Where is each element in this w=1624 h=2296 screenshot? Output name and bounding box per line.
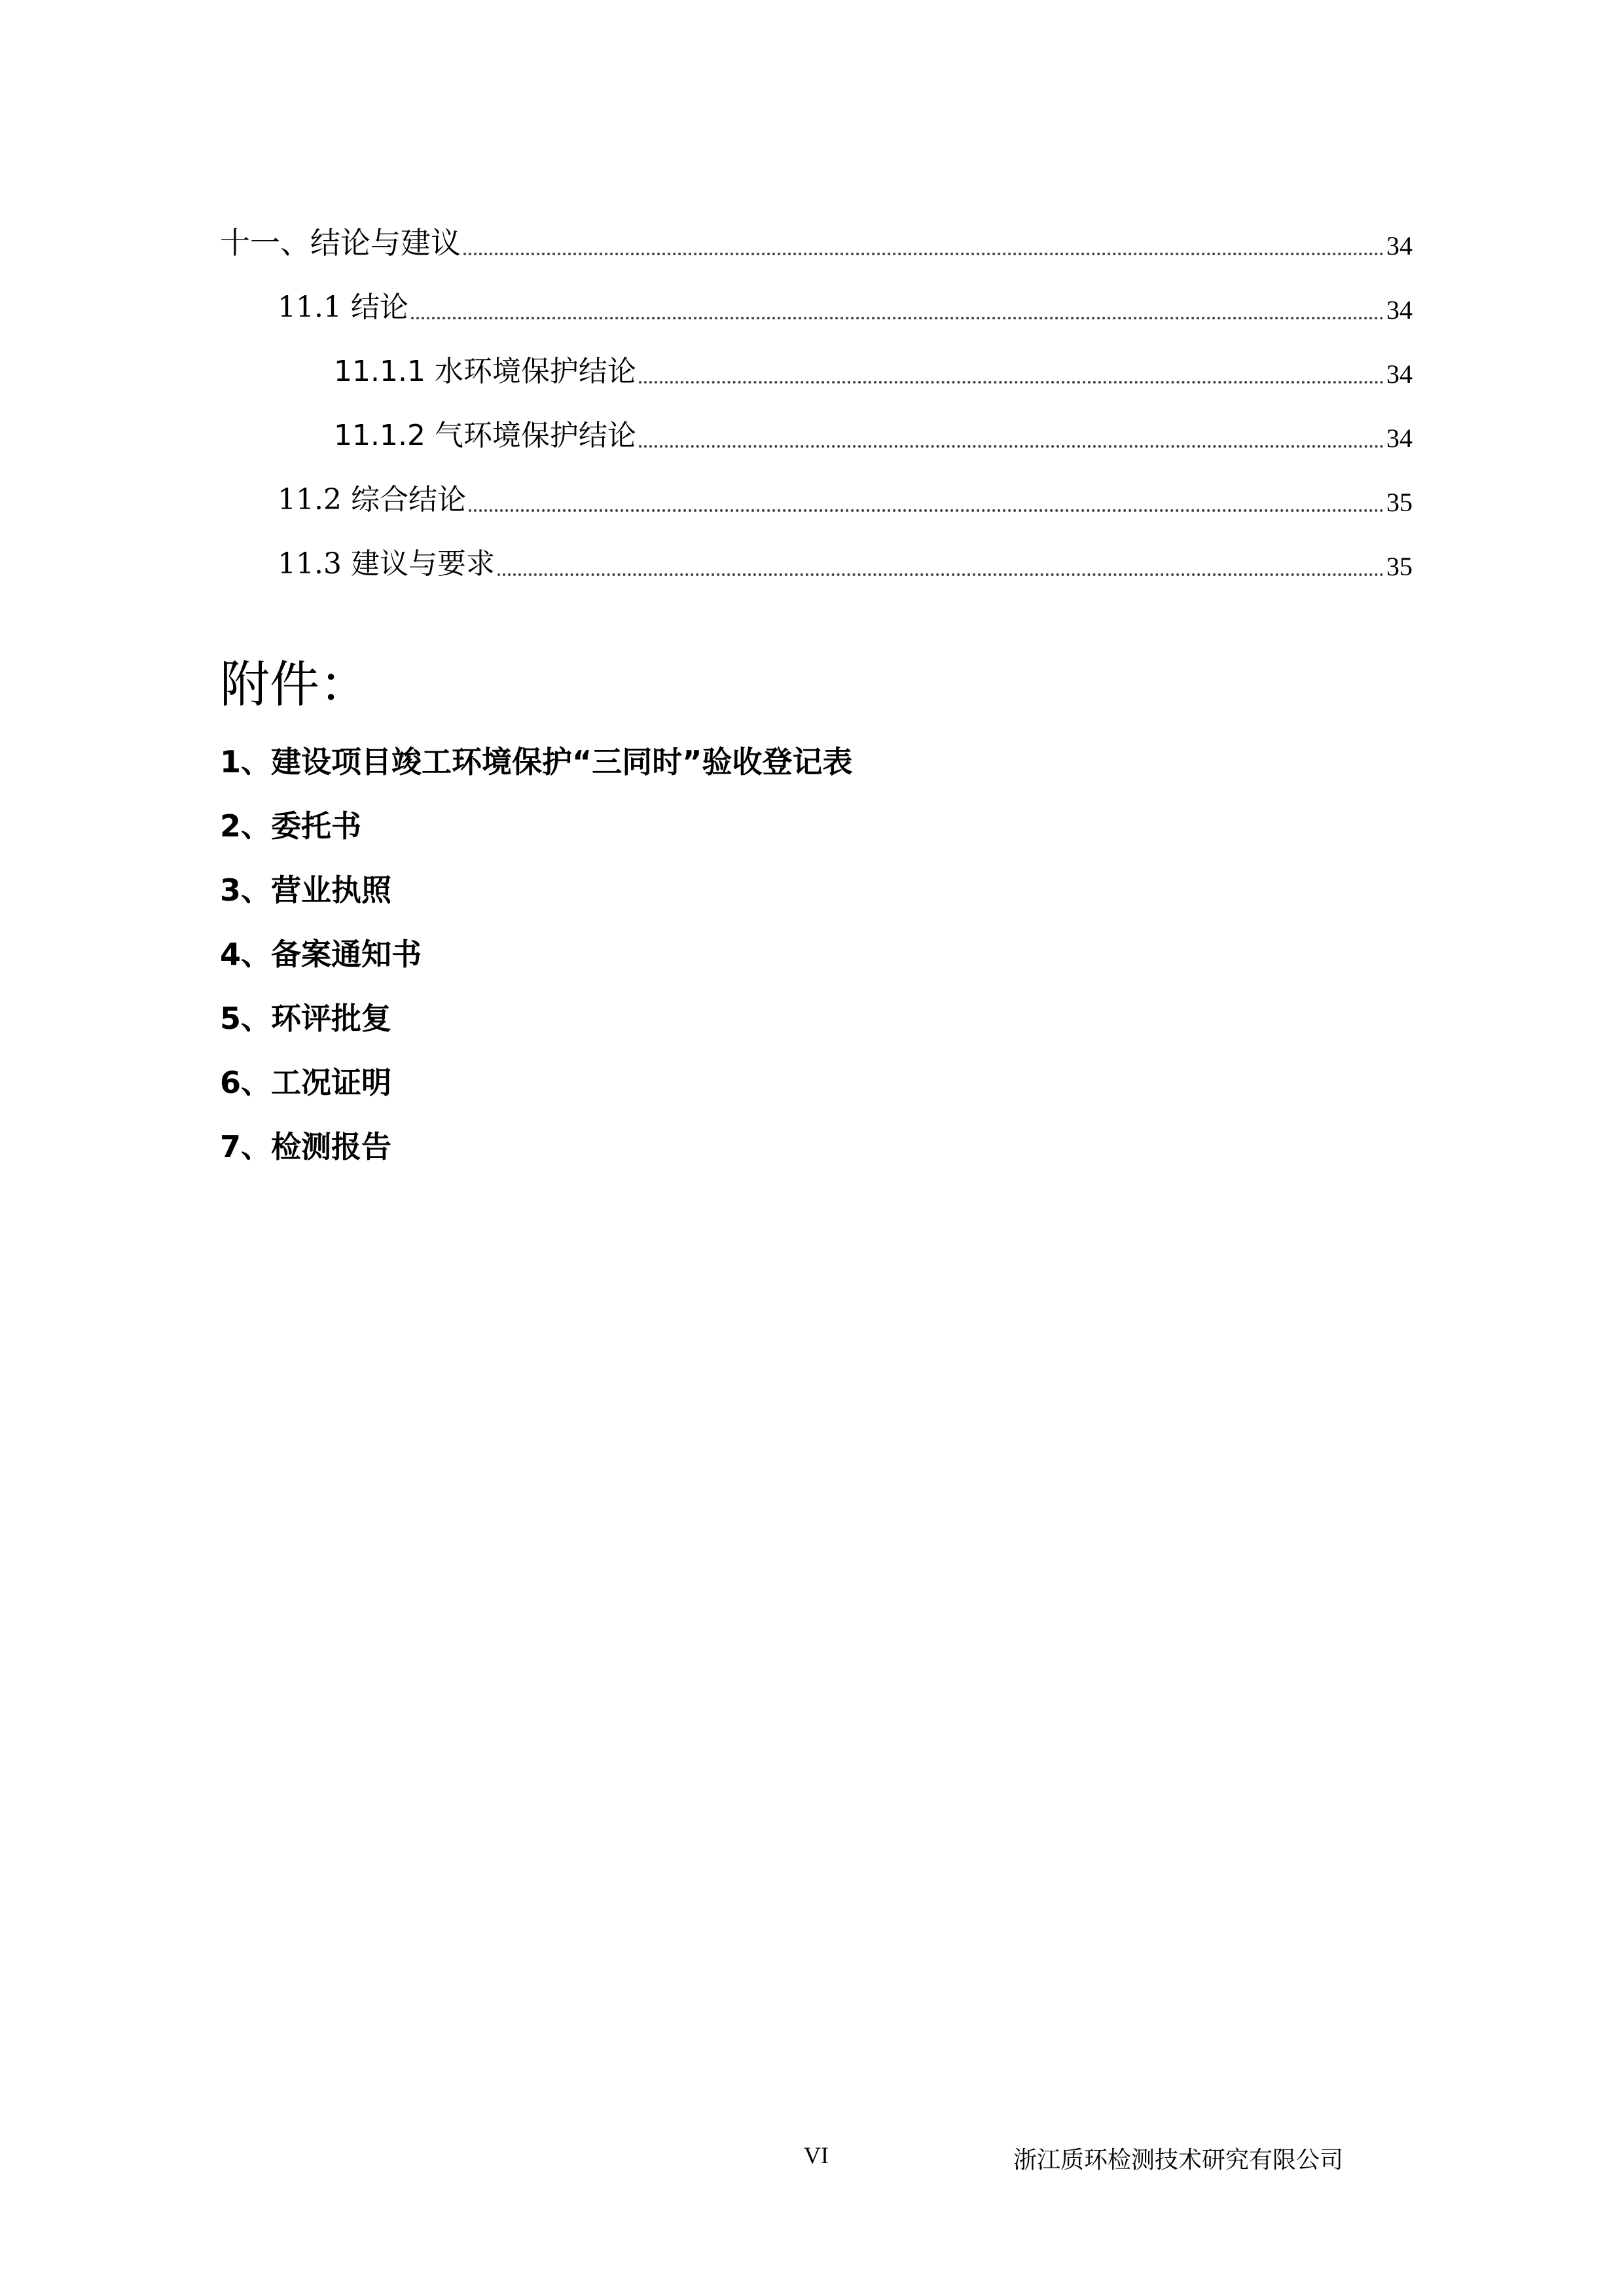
page-number: VI	[804, 2142, 829, 2168]
toc-entry-page: 34	[1386, 231, 1413, 260]
toc-entry-title: 11.1.1 水环境保护结论	[334, 355, 636, 388]
attachment-item: 6、工况证明	[220, 1065, 392, 1101]
attachment-item: 5、环评批复	[220, 1001, 392, 1037]
toc-entry[interactable]	[220, 325, 1413, 389]
toc-dot-leader	[639, 381, 1384, 384]
toc-entry[interactable]	[220, 517, 1413, 581]
toc-entry-page: 35	[1386, 552, 1413, 581]
toc-dot-leader	[469, 509, 1384, 512]
toc-dot-leader	[411, 317, 1384, 319]
toc-entry-page: 34	[1386, 359, 1413, 389]
attachment-item: 1、建设项目竣工环境保护“三同时”验收登记表	[220, 744, 853, 780]
toc-entry[interactable]	[220, 389, 1413, 453]
attachments-section	[220, 655, 852, 1179]
toc-dot-leader	[497, 573, 1384, 576]
toc-entry[interactable]	[220, 196, 1413, 260]
toc-dot-leader	[639, 445, 1384, 448]
toc-entry-page: 34	[1386, 295, 1413, 325]
toc-entry[interactable]	[220, 453, 1413, 517]
toc-entry-title: 11.3 建议与要求	[278, 547, 495, 581]
toc-entry-title: 11.2 综合结论	[278, 483, 466, 516]
toc-entry-title: 十一、结论与建议	[220, 225, 461, 260]
attachment-item: 7、检测报告	[220, 1129, 392, 1165]
toc-entry-title: 11.1 结论	[278, 291, 408, 324]
toc-entry[interactable]	[220, 260, 1413, 325]
attachment-item: 2、委托书	[220, 808, 362, 844]
toc-dot-leader	[463, 253, 1384, 255]
page-footer	[0, 2142, 1624, 2181]
toc-entry-page: 34	[1386, 423, 1413, 453]
attachments-heading: 附件：	[220, 655, 369, 713]
toc-entry-page: 35	[1386, 488, 1413, 517]
company-name: 浙江质环检测技术研究有限公司	[1013, 2147, 1344, 2174]
attachment-item: 4、备案通知书	[220, 937, 422, 973]
toc-entry-title: 11.1.2 气环境保护结论	[334, 419, 636, 452]
attachment-item: 3、营业执照	[220, 872, 392, 908]
table-of-contents	[220, 196, 1413, 581]
